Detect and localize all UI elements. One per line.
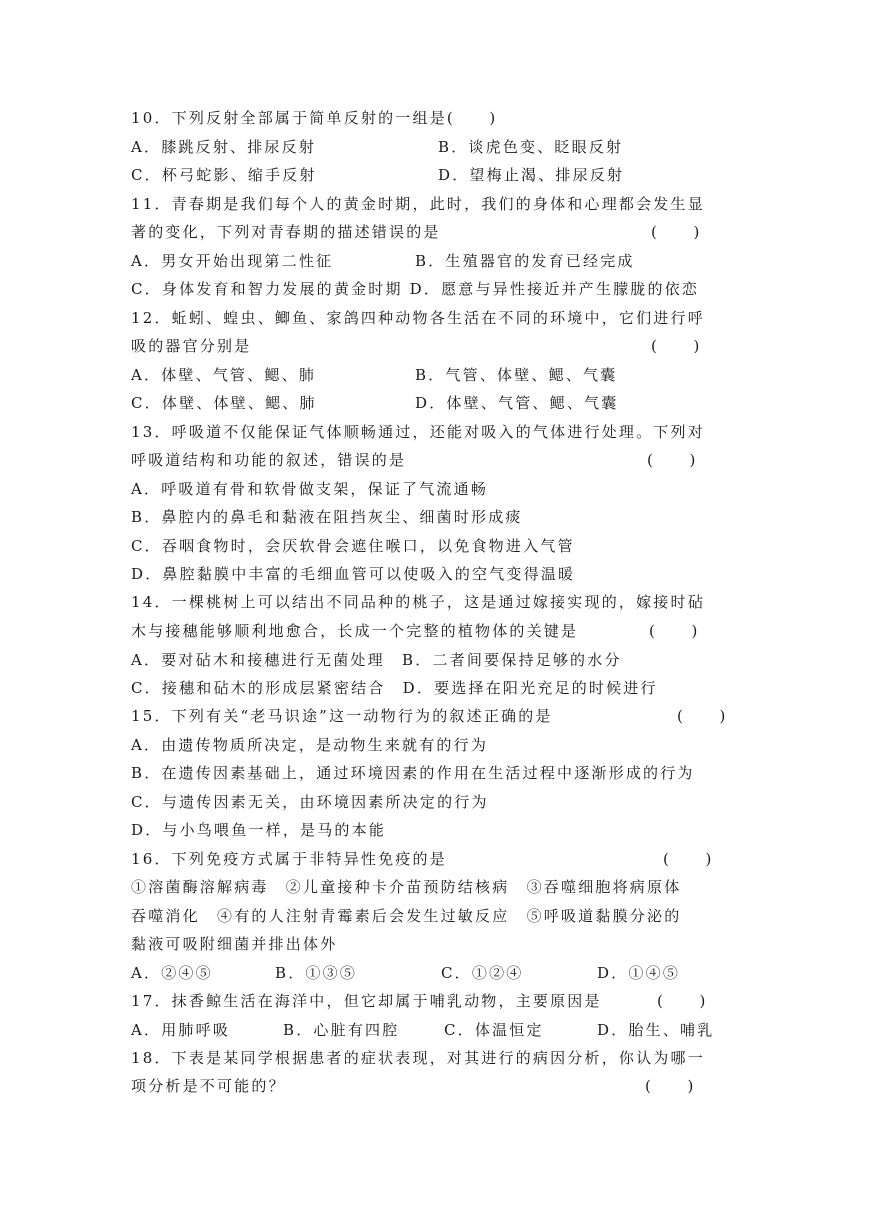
- q16-option-c: C．①②④: [441, 964, 524, 982]
- q11-option-a: A．男女开始出现第二性征: [131, 252, 334, 270]
- q11-stem-line1: 11．青春期是我们每个人的黄金时期，此时，我们的身体和心理都会发生显: [131, 195, 705, 213]
- q16-option-d: D．①④⑤: [597, 964, 681, 982]
- q12-options-cd: [131, 393, 619, 413]
- q10-option-c: C．杯弓蛇影、缩手反射: [131, 166, 317, 184]
- q15-answer-paren: ( ): [677, 707, 728, 725]
- q17-answer-paren: ( ): [657, 992, 708, 1010]
- q12-option-b: B．气管、体壁、鳃、气囊: [415, 366, 618, 384]
- q17-stem: [131, 991, 708, 1011]
- q13-answer-paren: ( ): [647, 451, 698, 469]
- q15-option-d: D．与小鸟喂鱼一样，是马的本能: [131, 821, 387, 839]
- q17-option-d: D．胎生、哺乳: [597, 1021, 715, 1039]
- q10-option-d: D．望梅止渴、排尿反射: [438, 166, 625, 184]
- q13-option-a: A．呼吸道有骨和软骨做支架，保证了气流通畅: [131, 480, 489, 498]
- q10-options-cd: [131, 165, 625, 185]
- q12-option-a: A．体壁、气管、鳃、肺: [131, 366, 317, 384]
- q12-option-d: D．体壁、气管、鳃、气囊: [415, 394, 619, 412]
- q11-stem-line2: [131, 222, 702, 242]
- q12-stem-line2: [131, 336, 702, 356]
- q12-stem-line1: 12．蚯蚓、蝗虫、鲫鱼、家鸽四种动物各生活在不同的环境中，它们进行呼: [131, 309, 705, 327]
- q17-option-c: C．体温恒定: [444, 1021, 544, 1039]
- q11-stem-text: 著的变化，下列对青春期的描述错误的是: [131, 223, 441, 241]
- q14-answer-paren: ( ): [649, 622, 700, 640]
- q12-stem-text: 吸的器官分别是: [131, 337, 252, 355]
- q17-stem-text: 17．抹香鲸生活在海洋中，但它却属于哺乳动物，主要原因是: [131, 992, 602, 1010]
- q18-stem-text: 项分析是不可能的？: [131, 1077, 286, 1095]
- q18-answer-paren: ( ): [645, 1077, 696, 1095]
- q16-items-line3: 黏液可吸附细菌并排出体外: [131, 935, 338, 953]
- q13-option-c: C．吞咽食物时，会厌软骨会遮住喉口，以免食物进入气管: [131, 537, 575, 555]
- q15-option-c: C．与遗传因素无关，由环境因素所决定的行为: [131, 793, 489, 811]
- q14-stem-line1: 14．一棵桃树上可以结出不同品种的桃子，这是通过嫁接实现的，嫁接时砧: [131, 593, 705, 611]
- q17-option-a: A．用肺呼吸: [131, 1021, 231, 1039]
- q15-option-a: A．由遗传物质所决定，是动物生来就有的行为: [131, 736, 489, 754]
- q16-items-line1: ①溶菌酶溶解病毒 ②儿童接种卡介苗预防结核病 ③吞噬细胞将病原体: [131, 878, 682, 896]
- q17-options: [131, 1020, 715, 1040]
- q11-options-ab: [131, 251, 635, 271]
- q14-options-cd: C．接穗和砧木的形成层紧密结合 D．要选择在阳光充足的时候进行: [131, 679, 658, 697]
- q13-stem-line1: 13．呼吸道不仅能保证气体顺畅通过，还能对吸入的气体进行处理。下列对: [131, 423, 705, 441]
- q15-option-b: B．在遗传因素基础上，通过环境因素的作用在生活过程中逐渐形成的行为: [131, 764, 695, 782]
- q17-option-b: B．心脏有四腔: [283, 1021, 400, 1039]
- q10-option-b: B．谈虎色变、眨眼反射: [438, 138, 624, 156]
- q12-option-c: C．体壁、体壁、鳃、肺: [131, 394, 317, 412]
- q15-stem-text: 15．下列有关“老马识途”这一动物行为的叙述正确的是: [131, 707, 553, 725]
- q10-option-a: A．膝跳反射、排尿反射: [131, 138, 317, 156]
- q16-option-b: B．①③⑤: [275, 964, 358, 982]
- q16-stem: [131, 849, 714, 869]
- q10-options-ab: [131, 137, 624, 157]
- q14-stem-text: 木与接穗能够顺利地愈合，长成一个完整的植物体的关键是: [131, 622, 579, 640]
- q16-items-line2: 吞噬消化 ④有的人注射青霉素后会发生过敏反应 ⑤呼吸道黏膜分泌的: [131, 907, 682, 925]
- q15-stem: [131, 706, 728, 726]
- q16-option-a: A．②④⑤: [131, 964, 213, 982]
- q13-stem-line2: [131, 450, 698, 470]
- q11-option-b: B．生殖器官的发育已经完成: [415, 252, 635, 270]
- q11-answer-paren: ( ): [651, 223, 702, 241]
- q13-option-b: B．鼻腔内的鼻毛和黏液在阻挡灰尘、细菌时形成痰: [131, 508, 523, 526]
- q16-answer-paren: ( ): [663, 850, 714, 868]
- q18-stem-line1: 18．下表是某同学根据患者的症状表现，对其进行的病因分析，你认为哪一: [131, 1049, 705, 1067]
- q11-options-cd: C．身体发育和智力发展的黄金时期 D．愿意与异性接近并产生朦胧的依恋: [131, 280, 700, 298]
- q16-options: [131, 963, 681, 983]
- q18-stem-line2: [131, 1076, 696, 1096]
- q10-stem: 10．下列反射全部属于简单反射的一组是( ): [131, 109, 498, 127]
- q12-options-ab: [131, 365, 618, 385]
- q12-answer-paren: ( ): [651, 337, 702, 355]
- q14-stem-line2: [131, 621, 700, 641]
- q13-stem-text: 呼吸道结构和功能的叙述，错误的是: [131, 451, 407, 469]
- q14-options-ab: A．要对砧木和接穗进行无菌处理 B．二者间要保持足够的水分: [131, 651, 622, 669]
- q16-stem-text: 16．下列免疫方式属于非特异性免疫的是: [131, 850, 447, 868]
- q13-option-d: D．鼻腔黏膜中丰富的毛细血管可以使吸入的空气变得温暖: [131, 565, 576, 583]
